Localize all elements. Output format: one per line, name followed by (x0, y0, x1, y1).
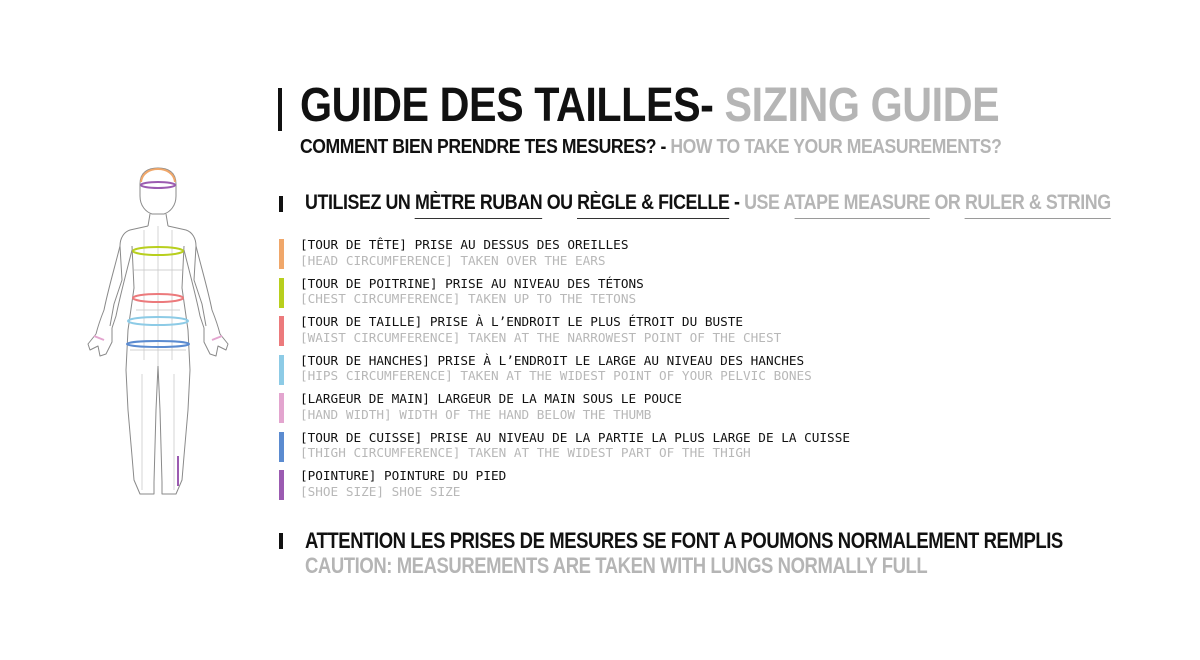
caution-accent-bar (279, 533, 283, 549)
measurement-text (300, 353, 812, 384)
measurement-french: [POINTURE] POINTURE DU PIED (300, 468, 507, 483)
tools-line (305, 191, 1111, 215)
body-outline-icon (78, 160, 238, 500)
tools-fr-tape: MÈTRE RUBAN (415, 191, 542, 219)
measurement-french: [TOUR DE TÊTE] PRISE AU DESSUS DES OREILLES (300, 237, 629, 252)
measurement-english: [HAND WIDTH] WIDTH OF THE HAND BELOW THE THUMB (300, 406, 652, 422)
head-measure-ellipse (141, 182, 175, 188)
page-title-french: GUIDE DES TAILLES- (300, 79, 714, 132)
measurement-english: [THIGH CIRCUMFERENCE] TAKEN AT THE WIDEST PART OF THE THIGH (300, 445, 751, 460)
caution-french: ATTENTION LES PRISES DE MESURES SE FONT A POUMONS NORMALEMENT REMPLIS (305, 528, 1063, 553)
measurement-text (300, 276, 644, 307)
title-accent-bar (278, 88, 282, 131)
measurement-english: [WAIST CIRCUMFERENCE] TAKEN AT THE NARROWEST POINT OF THE CHEST (300, 329, 782, 345)
tools-en-or: OR (934, 191, 961, 214)
measurement-text (300, 468, 506, 499)
caution-note (305, 528, 1063, 578)
caution-english: CAUTION: MEASUREMENTS ARE TAKEN WITH LUNGS NORMALLY FULL (305, 553, 928, 578)
measurement-text (300, 314, 781, 345)
measurement-color-swatch (279, 239, 284, 269)
measurement-french: [TOUR DE HANCHES] PRISE À L’ENDROIT LE LARGE AU NIVEAU DES HANCHES (300, 352, 805, 368)
measurement-text (300, 430, 850, 461)
measurement-text (300, 237, 628, 268)
measurement-french: [LARGEUR DE MAIN] LARGEUR DE LA MAIN SOUS LE POUCE (300, 391, 682, 406)
tools-en-tape: TAPE MEASURE (795, 191, 930, 219)
page-subtitle (300, 136, 1001, 158)
measurement-color-swatch (279, 432, 284, 462)
measurement-color-swatch (279, 393, 284, 423)
page-subtitle-english: HOW TO TAKE YOUR MEASUREMENTS? (670, 136, 1002, 158)
tools-en-ruler: RULER & STRING (965, 191, 1111, 219)
measurement-french: [TOUR DE CUISSE] PRISE AU NIVEAU DE LA PARTIE LA PLUS LARGE DE LA CUISSE (300, 429, 850, 445)
measurement-text (300, 391, 682, 422)
measurement-color-swatch (279, 470, 284, 500)
page-title (300, 80, 999, 132)
page-subtitle-french: COMMENT BIEN PRENDRE TES MESURES? - (300, 136, 666, 158)
measurement-french: [TOUR DE POITRINE] PRISE AU NIVEAU DES TÉTONS (300, 275, 644, 291)
tools-fr-or: OU (546, 191, 573, 214)
body-outline (88, 168, 228, 494)
tools-fr-prefix: UTILISEZ UN (305, 191, 411, 214)
tools-accent-bar (279, 196, 283, 212)
measurement-color-swatch (279, 278, 284, 308)
page-title-english: SIZING GUIDE (724, 79, 1000, 132)
measurement-french: [TOUR DE TAILLE] PRISE À L’ENDROIT LE PLUS ÉTROIT DU BUSTE (300, 314, 744, 329)
tools-en-prefix: USE A (744, 191, 795, 214)
measurement-english: [HIPS CIRCUMFERENCE] TAKEN AT THE WIDEST POINT OF YOUR PELVIC BONES (300, 368, 812, 383)
tools-fr-dash: - (734, 191, 740, 214)
measurement-english: [CHEST CIRCUMFERENCE] TAKEN UP TO THE TETONS (300, 291, 637, 306)
hand-right-measure-marker (212, 336, 222, 340)
hand-left-measure-marker (94, 336, 104, 340)
measurement-color-swatch (279, 316, 284, 346)
tools-fr-ruler: RÈGLE & FICELLE (577, 191, 729, 219)
measurement-english: [SHOE SIZE] SHOE SIZE (300, 483, 461, 499)
measurement-color-swatch (279, 355, 284, 385)
measurement-english: [HEAD CIRCUMFERENCE] TAKEN OVER THE EARS (300, 252, 606, 268)
